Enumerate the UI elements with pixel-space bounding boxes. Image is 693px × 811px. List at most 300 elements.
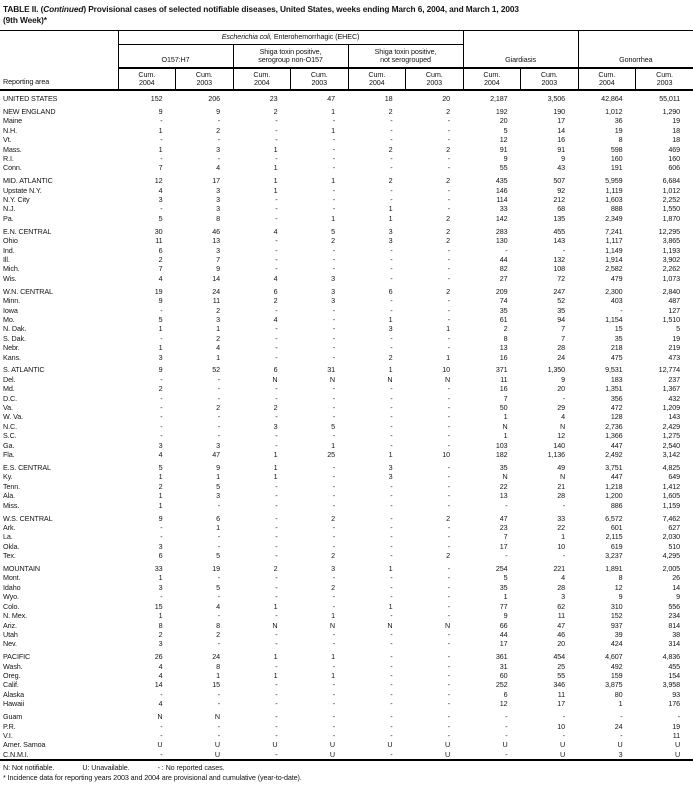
- value-cell: 17: [557, 699, 566, 709]
- value-cell: 3: [216, 144, 220, 154]
- subgroup-line1: Shiga toxin positive,: [259, 46, 322, 56]
- value-cell: 2,187: [490, 93, 508, 103]
- value-cell: -: [275, 699, 278, 709]
- area-cell: D.C.: [3, 393, 17, 403]
- value-cell: -: [217, 384, 220, 394]
- area-cell: UNITED STATES: [3, 93, 58, 103]
- value-cell: 38: [672, 629, 681, 639]
- value-cell: -: [390, 721, 393, 731]
- value-cell: 2: [503, 324, 508, 334]
- value-cell: -: [332, 463, 335, 472]
- value-cell: 6: [158, 551, 163, 561]
- value-cell: 2,115: [605, 532, 623, 542]
- value-cell: -: [275, 195, 278, 205]
- value-cell: -: [390, 500, 393, 510]
- value-cell: 36: [614, 116, 623, 126]
- value-cell: U: [617, 740, 623, 750]
- value-cell: -: [332, 254, 335, 264]
- value-cell: 3: [388, 324, 393, 334]
- value-cell: 1: [273, 450, 278, 460]
- value-cell: 9: [158, 513, 163, 523]
- value-cell: 2: [331, 513, 335, 523]
- value-cell: 3,865: [662, 236, 681, 246]
- cum-year-header: Cum. 2003: [406, 68, 464, 90]
- value-cell: -: [447, 522, 451, 532]
- value-cell: 424: [610, 639, 623, 649]
- value-cell: N: [559, 421, 566, 431]
- value-cell: 598: [610, 144, 623, 154]
- value-cell: -: [390, 412, 393, 422]
- value-cell: -: [275, 352, 278, 362]
- value-cell: 2,349: [605, 213, 623, 223]
- value-cell: 2,252: [662, 195, 681, 205]
- value-cell: 66: [499, 620, 508, 630]
- table-row: [0, 441, 693, 450]
- value-cell: U: [502, 740, 508, 750]
- area-cell: Utah: [3, 629, 18, 639]
- cum-year-header: Cum. 2003: [521, 68, 579, 90]
- value-cell: 44: [499, 629, 508, 639]
- value-cell: -: [390, 440, 393, 450]
- value-cell: -: [390, 153, 393, 163]
- value-cell: -: [390, 421, 393, 431]
- value-cell: 2: [216, 403, 220, 413]
- table-row: [0, 264, 693, 273]
- value-cell: 2: [158, 629, 163, 639]
- value-cell: 16: [557, 135, 566, 145]
- value-cell: -: [217, 699, 220, 709]
- value-cell: -: [447, 491, 451, 501]
- value-cell: 4,607: [605, 652, 623, 662]
- value-cell: -: [275, 245, 278, 255]
- table-row: [0, 306, 693, 315]
- value-cell: -: [217, 573, 220, 583]
- value-cell: 43: [557, 163, 566, 173]
- area-cell: S. Dak.: [3, 333, 26, 343]
- cum-year-header: Cum. 2004: [578, 68, 636, 90]
- value-cell: 4: [561, 573, 566, 583]
- value-cell: 2: [216, 333, 220, 343]
- table-row: [0, 343, 693, 352]
- table-row: [0, 680, 693, 689]
- value-cell: -: [562, 245, 566, 255]
- value-cell: 2,005: [662, 564, 681, 574]
- value-cell: -: [275, 236, 278, 246]
- table-row: [0, 375, 693, 384]
- value-cell: 152: [150, 93, 163, 103]
- value-cell: 4: [273, 273, 278, 283]
- value-cell: 4: [216, 163, 220, 173]
- value-cell: -: [447, 412, 451, 422]
- value-cell: -: [390, 551, 393, 561]
- value-cell: 24: [212, 652, 220, 662]
- value-cell: 619: [610, 541, 623, 551]
- value-cell: 6: [273, 286, 278, 296]
- table-row: [0, 662, 693, 671]
- value-cell: -: [275, 264, 278, 274]
- value-cell: -: [217, 431, 220, 441]
- subgroup-line2: not serogrouped: [380, 55, 431, 65]
- table-row: [0, 611, 693, 620]
- value-cell: 6: [216, 513, 220, 523]
- cum-year-header: Cum. 2004: [233, 68, 291, 90]
- table-row: [0, 649, 693, 662]
- value-cell: 1,510: [662, 314, 681, 324]
- table-row: [0, 630, 693, 639]
- value-cell: 17: [499, 541, 508, 551]
- value-cell: 14: [154, 680, 163, 690]
- value-cell: 1,012: [662, 185, 681, 195]
- value-cell: 31: [499, 661, 508, 671]
- table-row: [0, 324, 693, 333]
- value-cell: 47: [499, 513, 508, 523]
- value-cell: -: [332, 153, 335, 163]
- value-cell: -: [447, 116, 451, 126]
- value-cell: 192: [495, 106, 508, 116]
- footnote-u: U: Unavailable.: [82, 763, 130, 773]
- value-cell: -: [160, 153, 163, 163]
- table-row: [0, 274, 693, 283]
- value-cell: 47: [557, 620, 566, 630]
- value-cell: 15: [154, 601, 163, 611]
- value-cell: -: [332, 592, 335, 602]
- value-cell: -: [447, 403, 451, 413]
- value-cell: -: [275, 680, 278, 690]
- value-cell: -: [332, 491, 335, 501]
- value-cell: 5,959: [605, 176, 623, 186]
- value-cell: 1,366: [605, 431, 623, 441]
- value-cell: 1,605: [662, 491, 681, 501]
- value-cell: -: [447, 500, 451, 510]
- value-cell: -: [275, 135, 278, 145]
- value-cell: 1,200: [605, 491, 623, 501]
- value-cell: -: [390, 661, 393, 671]
- value-cell: N: [272, 374, 278, 384]
- value-cell: -: [447, 153, 451, 163]
- value-cell: 1: [446, 352, 451, 362]
- value-cell: -: [217, 116, 220, 126]
- value-cell: -: [275, 689, 278, 699]
- value-cell: 176: [668, 699, 681, 709]
- value-cell: 1,218: [605, 481, 623, 491]
- value-cell: 128: [610, 412, 623, 422]
- value-cell: 146: [495, 185, 508, 195]
- value-cell: 2,300: [605, 286, 623, 296]
- value-cell: -: [332, 699, 335, 709]
- value-cell: 1: [273, 472, 278, 482]
- area-cell: Md.: [3, 384, 15, 394]
- area-cell: S. ATLANTIC: [3, 365, 45, 375]
- value-cell: -: [160, 305, 163, 315]
- value-cell: 4: [158, 273, 163, 283]
- value-cell: -: [447, 592, 451, 602]
- area-cell: Ark.: [3, 522, 16, 532]
- value-cell: 1: [331, 671, 335, 681]
- value-cell: -: [390, 403, 393, 413]
- value-cell: U: [674, 749, 681, 759]
- value-cell: 159: [610, 671, 623, 681]
- subgroup-o157-header: [118, 44, 233, 68]
- value-cell: 47: [212, 450, 220, 460]
- value-cell: 52: [212, 365, 220, 375]
- value-cell: -: [447, 393, 451, 403]
- table-row: [0, 740, 693, 749]
- table-row: [0, 482, 693, 491]
- value-cell: -: [160, 204, 163, 214]
- value-cell: 5: [216, 582, 220, 592]
- value-cell: -: [275, 639, 278, 649]
- value-cell: -: [562, 551, 566, 561]
- area-cell: NEW ENGLAND: [3, 106, 56, 116]
- value-cell: 152: [610, 611, 623, 621]
- value-cell: 2: [446, 144, 451, 154]
- value-cell: 52: [557, 296, 566, 306]
- value-cell: 371: [495, 365, 508, 375]
- value-cell: -: [160, 689, 163, 699]
- value-cell: 7: [503, 393, 508, 403]
- value-cell: -: [275, 712, 278, 722]
- value-cell: 2: [446, 513, 451, 523]
- area-cell: Upstate N.Y.: [3, 185, 42, 195]
- value-cell: 1: [388, 213, 393, 223]
- value-cell: 18: [672, 125, 681, 135]
- value-cell: 247: [553, 286, 566, 296]
- value-cell: 2: [158, 254, 163, 264]
- value-cell: 7: [216, 254, 220, 264]
- area-cell: Conn.: [3, 163, 22, 173]
- value-cell: U: [674, 740, 681, 750]
- area-cell: N.Y. City: [3, 195, 30, 205]
- table-row: [0, 592, 693, 601]
- value-cell: 1: [503, 412, 508, 422]
- footnote-n: N: Not notifiable.: [3, 763, 55, 773]
- value-cell: 1,891: [605, 564, 623, 574]
- value-cell: -: [447, 652, 451, 662]
- value-cell: 3,142: [662, 450, 681, 460]
- value-cell: -: [390, 431, 393, 441]
- value-cell: 1: [331, 106, 335, 116]
- value-cell: -: [332, 472, 335, 482]
- value-cell: 19: [672, 333, 681, 343]
- value-cell: 33: [499, 204, 508, 214]
- table-row: [0, 621, 693, 630]
- value-cell: 7: [158, 163, 163, 173]
- table-row: [0, 163, 693, 172]
- value-cell: 209: [495, 286, 508, 296]
- value-cell: 3: [388, 236, 393, 246]
- table-row: [0, 639, 693, 648]
- area-cell: P.R.: [3, 721, 16, 731]
- value-cell: -: [160, 393, 163, 403]
- cum-year-header: Cum. 2004: [463, 68, 521, 90]
- value-cell: 3,958: [662, 680, 681, 690]
- value-cell: 2: [388, 352, 393, 362]
- value-cell: 135: [553, 213, 566, 223]
- value-cell: 23: [499, 522, 508, 532]
- area-cell: Pa.: [3, 213, 14, 223]
- value-cell: -: [332, 144, 335, 154]
- value-cell: 20: [442, 93, 451, 103]
- value-cell: -: [217, 532, 220, 542]
- value-cell: 1,117: [605, 236, 623, 246]
- value-cell: -: [390, 163, 393, 173]
- value-cell: 1: [158, 125, 163, 135]
- value-cell: 2: [388, 106, 393, 116]
- value-cell: 3,237: [605, 551, 623, 561]
- value-cell: 20: [557, 384, 566, 394]
- value-cell: -: [447, 730, 451, 740]
- value-cell: 16: [499, 352, 508, 362]
- value-cell: 82: [499, 264, 508, 274]
- ehec-species-label: Escherichia coli,: [221, 32, 272, 41]
- value-cell: 1,073: [662, 273, 681, 283]
- area-cell: S.C.: [3, 431, 17, 441]
- value-cell: 61: [499, 314, 508, 324]
- value-cell: 20: [499, 116, 508, 126]
- value-cell: 507: [553, 176, 566, 186]
- table-row: [0, 542, 693, 551]
- value-cell: 1: [331, 213, 335, 223]
- value-cell: -: [447, 163, 451, 173]
- value-cell: 10: [442, 365, 451, 375]
- gonorrhea-group-header: Gonorrhea: [578, 31, 693, 68]
- table-row: [0, 510, 693, 523]
- value-cell: 2: [446, 226, 451, 236]
- value-cell: 29: [557, 403, 566, 413]
- giardiasis-group-header: Giardiasis: [463, 31, 578, 68]
- value-cell: 55: [499, 163, 508, 173]
- value-cell: 14: [212, 273, 220, 283]
- value-cell: 39: [614, 629, 623, 639]
- value-cell: 7: [561, 324, 566, 334]
- value-cell: -: [160, 116, 163, 126]
- table-row: [0, 145, 693, 154]
- value-cell: U: [329, 740, 335, 750]
- value-cell: -: [332, 333, 335, 343]
- value-cell: 2,582: [605, 264, 623, 274]
- value-cell: -: [390, 671, 393, 681]
- value-cell: U: [157, 740, 163, 750]
- value-cell: 206: [208, 93, 220, 103]
- value-cell: 10: [557, 541, 566, 551]
- value-cell: 1: [388, 601, 393, 611]
- value-cell: 3: [158, 352, 163, 362]
- value-cell: -: [217, 374, 220, 384]
- value-cell: 9: [158, 106, 163, 116]
- value-cell: 2,030: [662, 532, 681, 542]
- value-cell: 1: [388, 450, 393, 460]
- value-cell: 1,412: [662, 481, 681, 491]
- value-cell: 5: [216, 481, 220, 491]
- value-cell: 4,825: [662, 463, 681, 472]
- value-cell: -: [390, 333, 393, 343]
- value-cell: 8: [158, 620, 163, 630]
- value-cell: 35: [499, 582, 508, 592]
- value-cell: 11: [500, 374, 508, 384]
- value-cell: 218: [610, 343, 623, 353]
- value-cell: 1: [388, 564, 393, 574]
- value-cell: -: [332, 343, 335, 353]
- value-cell: 8: [216, 661, 220, 671]
- value-cell: 1: [503, 431, 508, 441]
- value-cell: 1,914: [605, 254, 623, 264]
- value-cell: N: [444, 374, 451, 384]
- table-row: [0, 214, 693, 223]
- value-cell: 4: [158, 661, 163, 671]
- value-cell: -: [390, 273, 393, 283]
- value-cell: 1: [273, 185, 278, 195]
- value-cell: 12: [614, 582, 623, 592]
- value-cell: N: [502, 472, 508, 482]
- value-cell: -: [447, 440, 451, 450]
- value-cell: 62: [557, 601, 566, 611]
- value-cell: 254: [495, 564, 508, 574]
- value-cell: 9: [216, 463, 220, 472]
- value-cell: -: [505, 749, 508, 759]
- value-cell: 3: [216, 185, 220, 195]
- value-cell: 3: [388, 226, 393, 236]
- value-cell: -: [447, 671, 451, 681]
- value-cell: -: [505, 245, 508, 255]
- value-cell: 50: [499, 403, 508, 413]
- value-cell: 26: [672, 573, 681, 583]
- value-cell: U: [559, 740, 566, 750]
- value-cell: -: [275, 513, 278, 523]
- value-cell: 80: [614, 689, 623, 699]
- value-cell: -: [447, 689, 451, 699]
- value-cell: -: [447, 384, 451, 394]
- value-cell: 1: [158, 573, 163, 583]
- value-cell: 20: [557, 639, 566, 649]
- value-cell: 1: [388, 365, 393, 375]
- value-cell: 46: [557, 629, 566, 639]
- value-cell: -: [447, 472, 451, 482]
- value-cell: 1,275: [662, 431, 681, 441]
- value-cell: 3: [216, 314, 220, 324]
- value-cell: -: [390, 629, 393, 639]
- value-cell: 160: [668, 153, 681, 163]
- value-cell: 1: [216, 352, 220, 362]
- value-cell: 5: [503, 573, 508, 583]
- value-cell: N: [272, 620, 278, 630]
- value-cell: -: [447, 611, 451, 621]
- value-cell: 3: [331, 564, 335, 574]
- value-cell: 2: [446, 213, 451, 223]
- value-cell: 18: [672, 135, 681, 145]
- value-cell: 4: [273, 314, 278, 324]
- value-cell: 17: [557, 116, 566, 126]
- value-cell: -: [505, 730, 508, 740]
- value-cell: 237: [668, 374, 681, 384]
- value-cell: 9: [618, 592, 623, 602]
- value-cell: -: [160, 403, 163, 413]
- value-cell: 2: [331, 551, 335, 561]
- value-cell: -: [390, 481, 393, 491]
- value-cell: N: [329, 374, 335, 384]
- area-cell: N.C.: [3, 421, 17, 431]
- value-cell: -: [275, 305, 278, 315]
- value-cell: 17: [499, 639, 508, 649]
- value-cell: -: [160, 374, 163, 384]
- table-row: [0, 699, 693, 708]
- area-cell: Ky.: [3, 472, 13, 482]
- value-cell: 9: [561, 153, 566, 163]
- table-row: [0, 384, 693, 393]
- table-title-suffix: ) Provisional cases of selected notifiable diseases, United States, weeks ending March 6, 2004, and March 1, 2003: [83, 4, 519, 14]
- value-cell: -: [390, 264, 393, 274]
- value-cell: 25: [327, 450, 335, 460]
- value-cell: -: [390, 135, 393, 145]
